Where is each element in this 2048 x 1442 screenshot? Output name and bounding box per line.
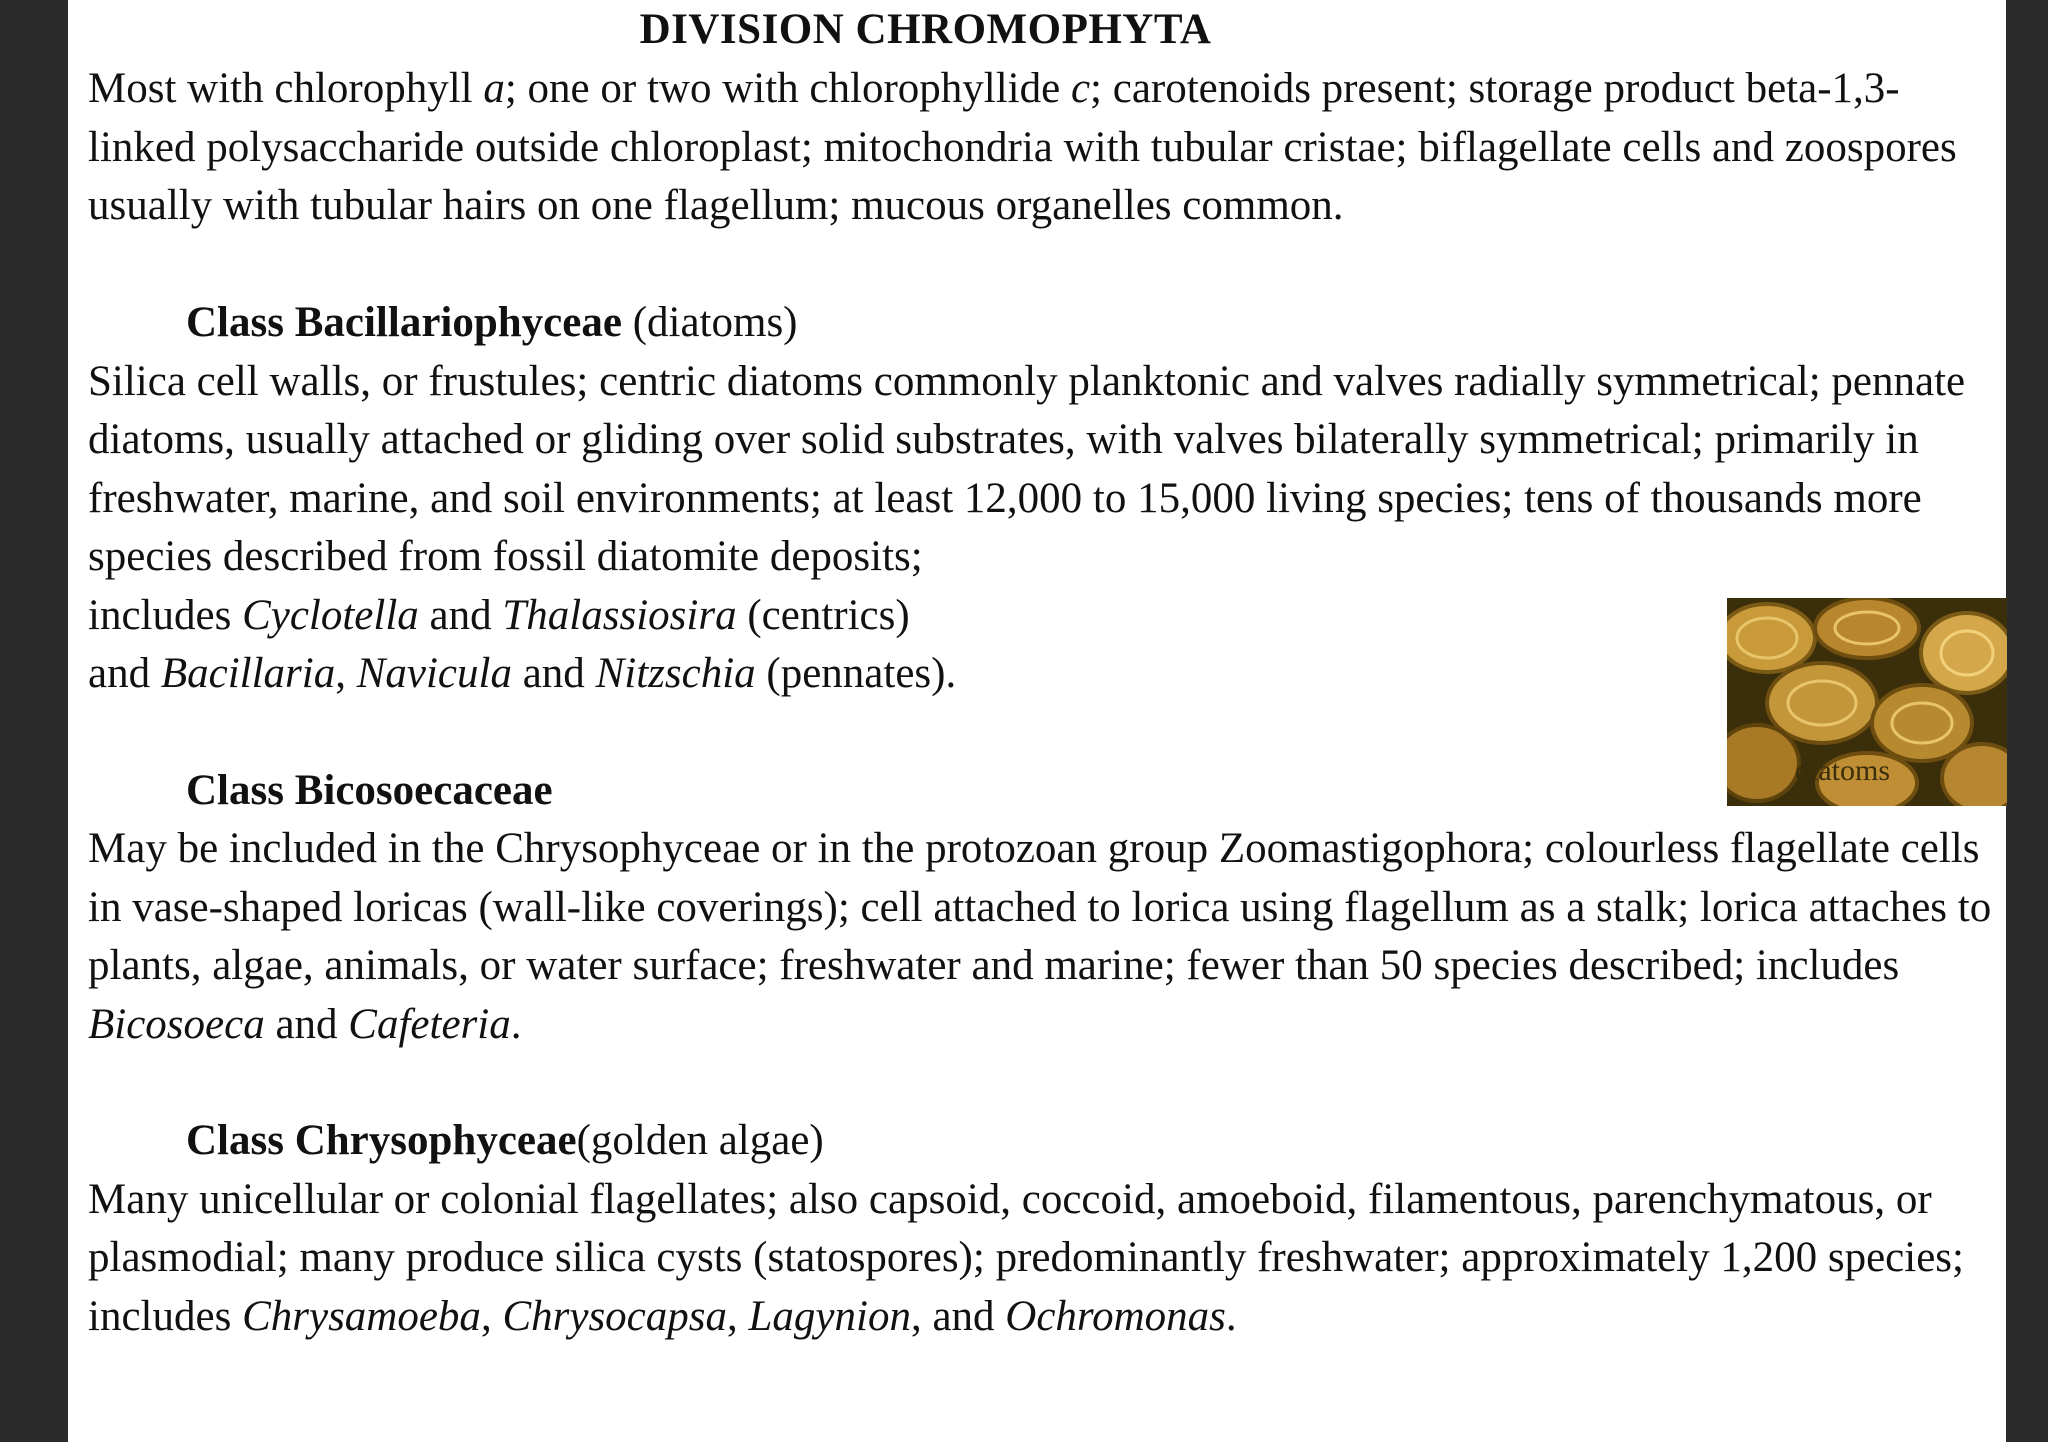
- class-name: Class Bicosoecaceae: [186, 766, 553, 814]
- document-content: [88, 0, 1993, 1346]
- image-caption: diatoms: [1795, 754, 1890, 787]
- genus-name: Chrysocapsa: [502, 1292, 727, 1340]
- genus-name: Navicula: [356, 650, 512, 697]
- bicosoecaceae-description: [88, 820, 1993, 1054]
- class-heading-bicosoecaceae: [88, 762, 1993, 821]
- class-name: Class Chrysophyceae: [186, 1117, 577, 1164]
- text-run: and: [88, 650, 161, 697]
- text-run: ; one or two with chlorophyllide: [504, 65, 1071, 112]
- bacillariophyceae-description: [88, 353, 1993, 704]
- genus-name: Ochromonas: [1005, 1292, 1226, 1340]
- text-run: and: [264, 1000, 349, 1048]
- text-run: ,: [727, 1292, 749, 1340]
- text-run: ,: [335, 650, 357, 697]
- genus-name: Thalassiosira: [502, 591, 737, 639]
- genus-name: Cafeteria: [348, 1000, 511, 1048]
- genus-name: Bicosoeca: [88, 1000, 265, 1048]
- genus-name: Nitzschia: [595, 650, 756, 697]
- text-run: , and: [910, 1292, 1006, 1340]
- class-note: (golden algae): [576, 1117, 824, 1164]
- genus-name: Lagynion: [748, 1292, 911, 1340]
- text-run: Silica cell walls, or frustules; centric diatoms commonly planktonic and valves radially symmetrical; pennate diatoms, usually attached or gliding over solid substrates, with valves bilaterally symmetrical; primarily in freshwater, marine, and soil environments; at least 12,000 to 15,000 living species; tens of thousands more species described from fossil diatomite deposits;: [88, 357, 1966, 580]
- text-run: .: [1225, 1292, 1237, 1340]
- text-run: Many unicellular or colonial flagellates; also capsoid, coccoid, amoeboid, filamentous, parenchymatous, or plasmodial; many produce silica cysts (statospores); predominantly freshwater; approximately 1,200 species; includes: [88, 1175, 1964, 1340]
- class-heading-bacillariophyceae: [88, 294, 1993, 353]
- genus-name: Chrysamoeba: [242, 1292, 481, 1340]
- diatoms-image: [1727, 598, 2007, 806]
- text-run: Most with chlorophyll: [88, 65, 484, 112]
- genus-name: Cyclotella: [242, 591, 419, 639]
- class-note: (diatoms): [621, 299, 798, 346]
- text-run: (pennates).: [755, 650, 957, 697]
- text-run: .: [510, 1000, 522, 1048]
- genus-name: Bacillaria: [160, 650, 336, 697]
- chrysophyceae-description: [88, 1171, 1993, 1347]
- class-name: Class Bacillariophyceae: [186, 299, 622, 346]
- text-run: and: [418, 591, 503, 639]
- page-title: DIVISION CHROMOPHYTA: [639, 6, 1212, 53]
- text-run: May be included in the Chrysophyceae or in the protozoan group Zoomastigophora; colourless flagellate cells in vase-shaped loricas (wall-like coverings); cell attached to lorica using flagellum as a stalk; lorica attaches to plants, algae, animals, or water surface; freshwater and marine; fewer than 50 species described; includes: [88, 825, 1992, 989]
- italic-run: a: [483, 65, 505, 112]
- text-run: (centrics): [736, 591, 910, 639]
- text-run: ; carotenoids present; storage product beta-1,3-linked polysaccharide outside chloroplast; mitochondria with tubular cristae; biflagellate cells and zoospores usually with tubular hairs on one flagellum; mucous organelles common.: [88, 65, 1957, 229]
- text-run: ,: [480, 1292, 503, 1340]
- class-heading-chrysophyceae: [88, 1112, 1993, 1171]
- division-description: [88, 60, 1993, 236]
- text-run: and: [511, 650, 596, 697]
- italic-run: c: [1070, 65, 1091, 112]
- document-page: [68, 0, 2006, 1442]
- text-run: includes: [88, 591, 243, 639]
